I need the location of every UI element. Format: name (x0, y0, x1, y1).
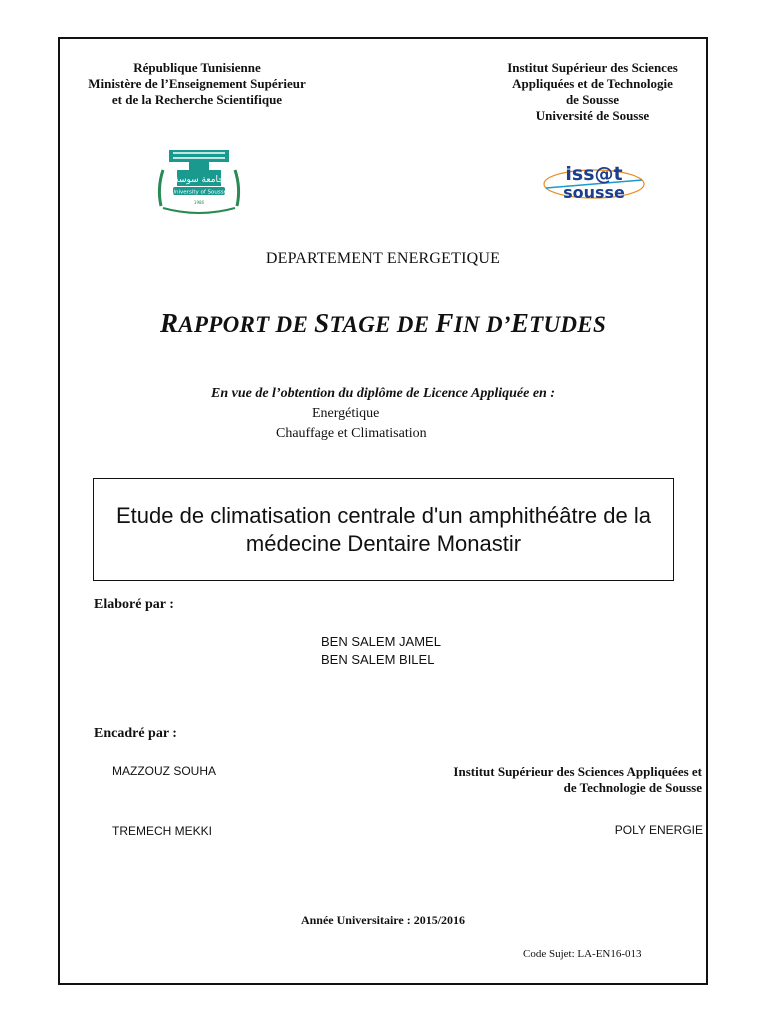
country-name: République Tunisienne (133, 60, 261, 75)
diploma-statement: En vue de l’obtention du diplôme de Licence Appliquée en : (211, 386, 555, 401)
institute-line3: de Sousse (565, 92, 620, 107)
svg-text:University of Sousse: University of Sousse (171, 189, 227, 196)
supervisor-company: POLY ENERGIE (614, 823, 703, 837)
supervisor-institution-line1: Institut Supérieur des Sciences Appliquées et (453, 764, 702, 779)
header-right (470, 60, 715, 124)
svg-text:iss@t: iss@t (565, 163, 623, 185)
svg-text:sousse: sousse (563, 183, 625, 202)
header-left (62, 60, 332, 108)
title-rest-2: TAGE DE (329, 312, 436, 337)
title-cap-1: R (159, 308, 179, 338)
issat-sousse-logo (540, 160, 648, 204)
encadre-label: Encadré par : (94, 726, 177, 741)
student-name: BEN SALEM BILEL (321, 652, 435, 667)
supervisor-institution (380, 764, 702, 796)
academic-year: Année Universitaire : 2015/2016 (300, 913, 466, 927)
elabore-label: Elaboré par : (94, 597, 174, 612)
ministry-line1: Ministère de l’Enseignement Supérieur (88, 76, 306, 91)
department-name: DEPARTEMENT ENERGETIQUE (265, 250, 501, 267)
subject-code: Code Sujet: LA-EN16-013 (523, 948, 642, 960)
title-cap-4: E (510, 308, 530, 338)
institute-line1: Institut Supérieur des Sciences (507, 60, 678, 75)
subject-title: Etude de climatisation centrale d'un amphithéâtre de la médecine Dentaire Monastir (116, 502, 651, 556)
speciality-line2: Chauffage et Climatisation (276, 426, 427, 441)
supervisor-institution-line2: de Technologie de Sousse (563, 780, 702, 795)
title-rest-4: TUDES (529, 312, 607, 337)
supervisor-name: TREMECH MEKKI (112, 824, 213, 838)
student-name: BEN SALEM JAMEL (321, 634, 441, 649)
supervisor-name: MAZZOUZ SOUHA (112, 764, 216, 778)
svg-text:1986: 1986 (193, 200, 205, 205)
title-cap-3: F (435, 308, 454, 338)
institute-line2: Appliquées et de Technologie (512, 76, 673, 91)
title-rest-1: APPORT DE (178, 312, 315, 337)
university-of-sousse-logo (155, 148, 243, 214)
subject-box (93, 478, 674, 581)
title-cap-2: S (314, 308, 330, 338)
title-rest-3: IN D’ (453, 312, 511, 337)
university-name: Université de Sousse (535, 108, 650, 123)
report-title (58, 308, 708, 339)
ministry-line2: et de la Recherche Scientifique (111, 92, 283, 107)
svg-text:جامعة سوسة: جامعة سوسة (174, 175, 224, 185)
speciality-line1: Energétique (312, 406, 380, 421)
